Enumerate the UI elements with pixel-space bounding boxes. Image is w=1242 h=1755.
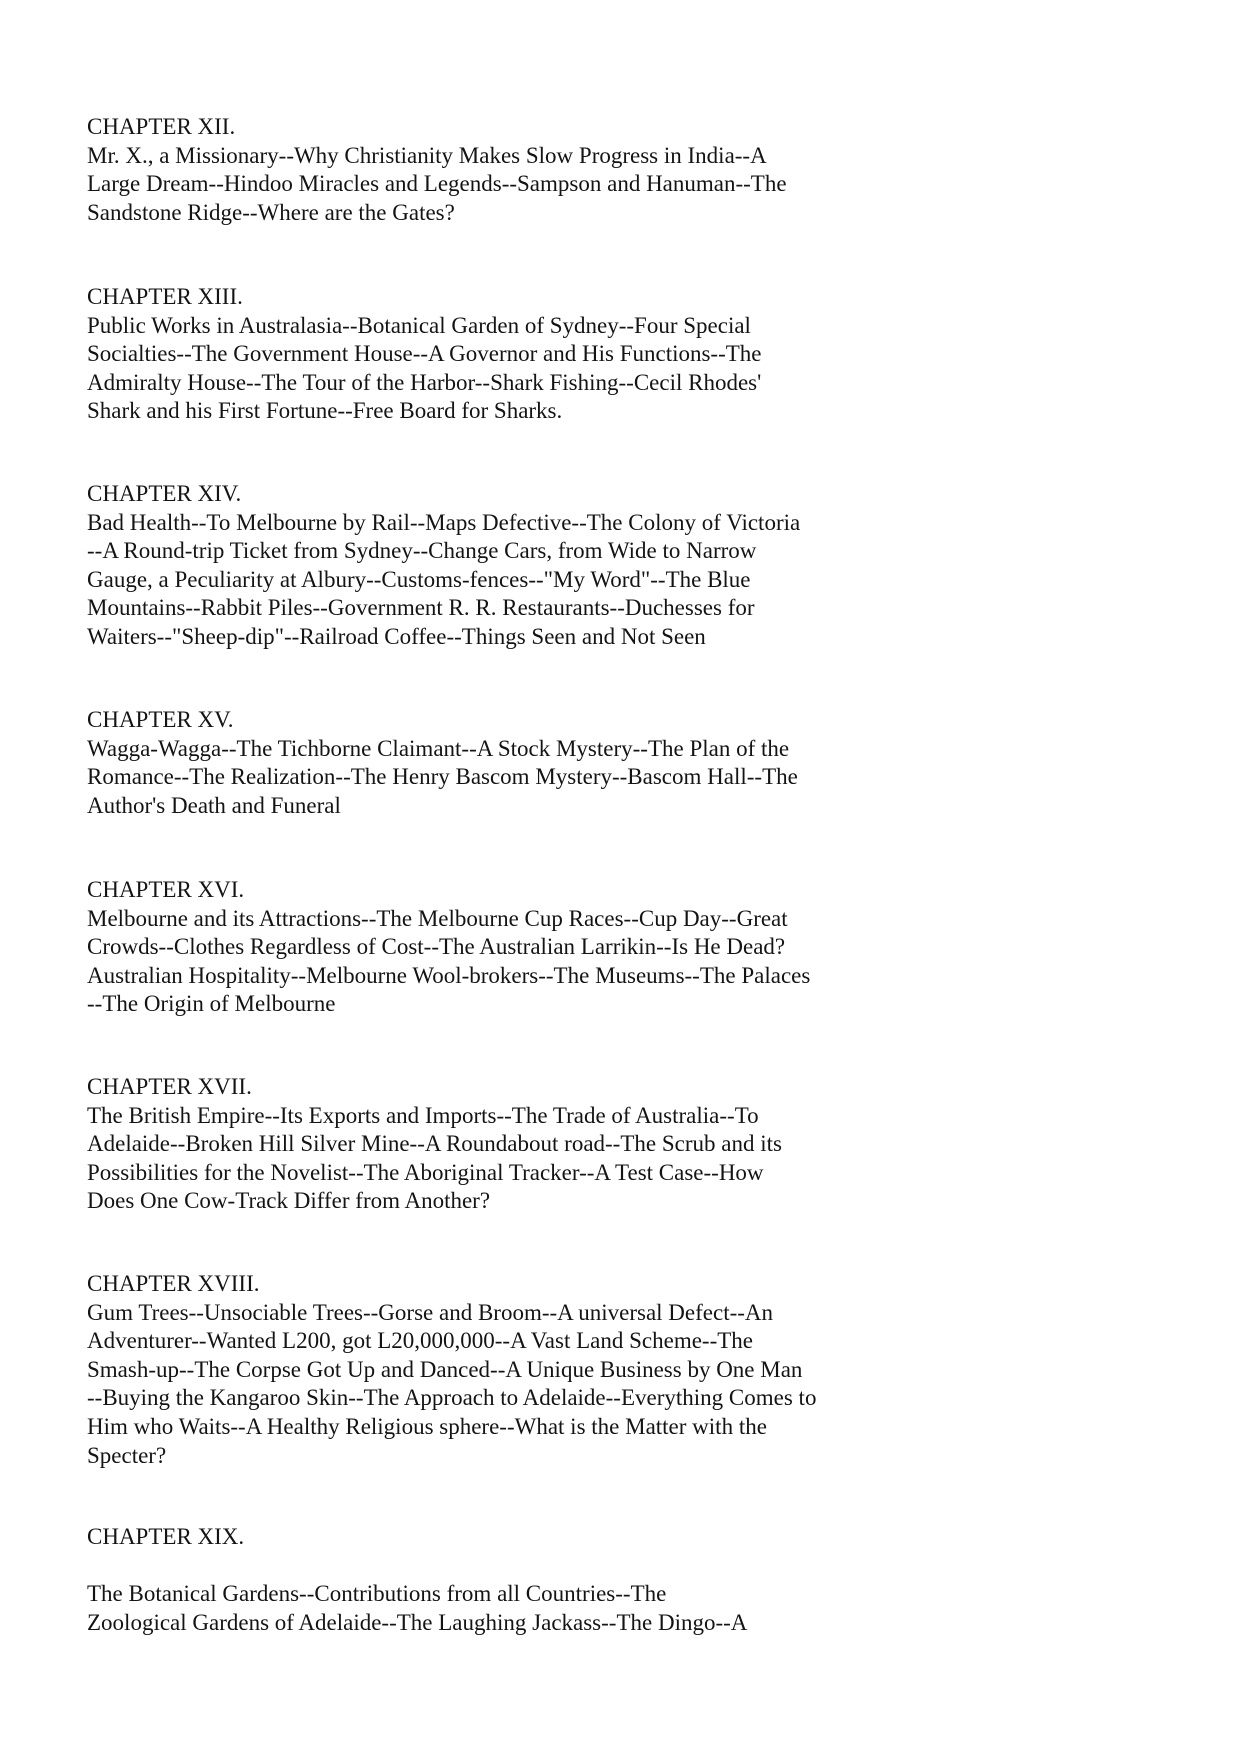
chapter-summary-line: Smash-up--The Corpse Got Up and Danced--A Unique Business by One Man: [87, 1356, 803, 1382]
chapter-summary-line: Gum Trees--Unsociable Trees--Gorse and Broom--A universal Defect--An: [87, 1299, 774, 1325]
chapter-summary-line: Specter?: [87, 1442, 167, 1468]
chapter-summary-line: Admiralty House--The Tour of the Harbor--Shark Fishing--Cecil Rhodes': [87, 369, 762, 395]
chapter-summary-line: Large Dream--Hindoo Miracles and Legends--Sampson and Hanuman--The: [87, 171, 787, 197]
chapter-xix: [87, 1523, 1087, 1637]
chapter-xvi: [87, 876, 1087, 1019]
chapter-summary-line: Australian Hospitality--Melbourne Wool-brokers--The Museums--The Palaces: [87, 962, 811, 988]
chapter-summary-line: Wagga-Wagga--The Tichborne Claimant--A Stock Mystery--The Plan of the: [87, 735, 790, 761]
chapter-summary-line: Does One Cow-Track Differ from Another?: [87, 1188, 491, 1214]
chapter-summary-line: Waiters--"Sheep-dip"--Railroad Coffee--Things Seen and Not Seen: [87, 623, 706, 649]
chapter-xvii: [87, 1073, 1087, 1216]
chapter-summary-line: The British Empire--Its Exports and Imports--The Trade of Australia--To: [87, 1102, 759, 1128]
chapter-summary-line: Him who Waits--A Healthy Religious sphere--What is the Matter with the: [87, 1413, 767, 1439]
chapter-heading: CHAPTER XIV.: [87, 481, 242, 506]
chapter-summary-line: Possibilities for the Novelist--The Aboriginal Tracker--A Test Case--How: [87, 1159, 764, 1185]
chapter-heading: CHAPTER XV.: [87, 707, 234, 732]
chapter-heading: CHAPTER XII.: [87, 114, 236, 139]
chapter-summary-line: Socialties--The Government House--A Governor and His Functions--The: [87, 341, 762, 367]
chapter-summary-line: Zoological Gardens of Adelaide--The Laughing Jackass--The Dingo--A: [87, 1609, 748, 1635]
chapter-summary-line: Romance--The Realization--The Henry Bascom Mystery--Bascom Hall--The: [87, 764, 798, 790]
chapter-summary-line: Gauge, a Peculiarity at Albury--Customs-fences--"My Word"--The Blue: [87, 566, 751, 592]
chapter-summary-line: Bad Health--To Melbourne by Rail--Maps Defective--The Colony of Victoria: [87, 509, 801, 535]
chapter-summary-line: Melbourne and its Attractions--The Melbourne Cup Races--Cup Day--Great: [87, 905, 788, 931]
chapter-summary-line: Author's Death and Funeral: [87, 792, 341, 818]
chapter-summary-line: Adventurer--Wanted L200, got L20,000,000--A Vast Land Scheme--The: [87, 1328, 754, 1354]
chapter-summary-line: Mr. X., a Missionary--Why Christianity Makes Slow Progress in India--A: [87, 142, 767, 168]
chapter-summary-line: Public Works in Australasia--Botanical Garden of Sydney--Four Special: [87, 312, 751, 338]
chapter-summary-line: The Botanical Gardens--Contributions from all Countries--The: [87, 1581, 667, 1607]
chapter-heading: CHAPTER XVI.: [87, 877, 245, 902]
chapter-summary-line: Crowds--Clothes Regardless of Cost--The Australian Larrikin--Is He Dead?: [87, 934, 786, 960]
chapter-xiv: [87, 480, 1087, 652]
chapter-summary-line: --A Round-trip Ticket from Sydney--Change Cars, from Wide to Narrow: [87, 538, 757, 564]
chapter-xii: [87, 113, 1087, 227]
chapter-summary-line: --The Origin of Melbourne: [87, 991, 336, 1017]
chapter-summary-line: Sandstone Ridge--Where are the Gates?: [87, 199, 455, 225]
chapter-summary-line: Shark and his First Fortune--Free Board for Sharks.: [87, 398, 563, 424]
blank-line: [87, 1552, 1087, 1581]
chapter-heading: CHAPTER XVII.: [87, 1074, 252, 1099]
chapter-summary-line: --Buying the Kangaroo Skin--The Approach to Adelaide--Everything Comes to: [87, 1385, 817, 1411]
chapter-xv: [87, 706, 1087, 820]
chapter-summary-line: Adelaide--Broken Hill Silver Mine--A Roundabout road--The Scrub and its: [87, 1131, 782, 1157]
chapter-heading: CHAPTER XVIII.: [87, 1271, 260, 1296]
chapter-heading: CHAPTER XIX.: [87, 1524, 245, 1549]
chapter-summary-line: Mountains--Rabbit Piles--Government R. R. Restaurants--Duchesses for: [87, 595, 755, 621]
chapter-heading: CHAPTER XIII.: [87, 284, 243, 309]
chapter-xiii: [87, 283, 1087, 426]
chapter-xviii: [87, 1270, 1087, 1470]
